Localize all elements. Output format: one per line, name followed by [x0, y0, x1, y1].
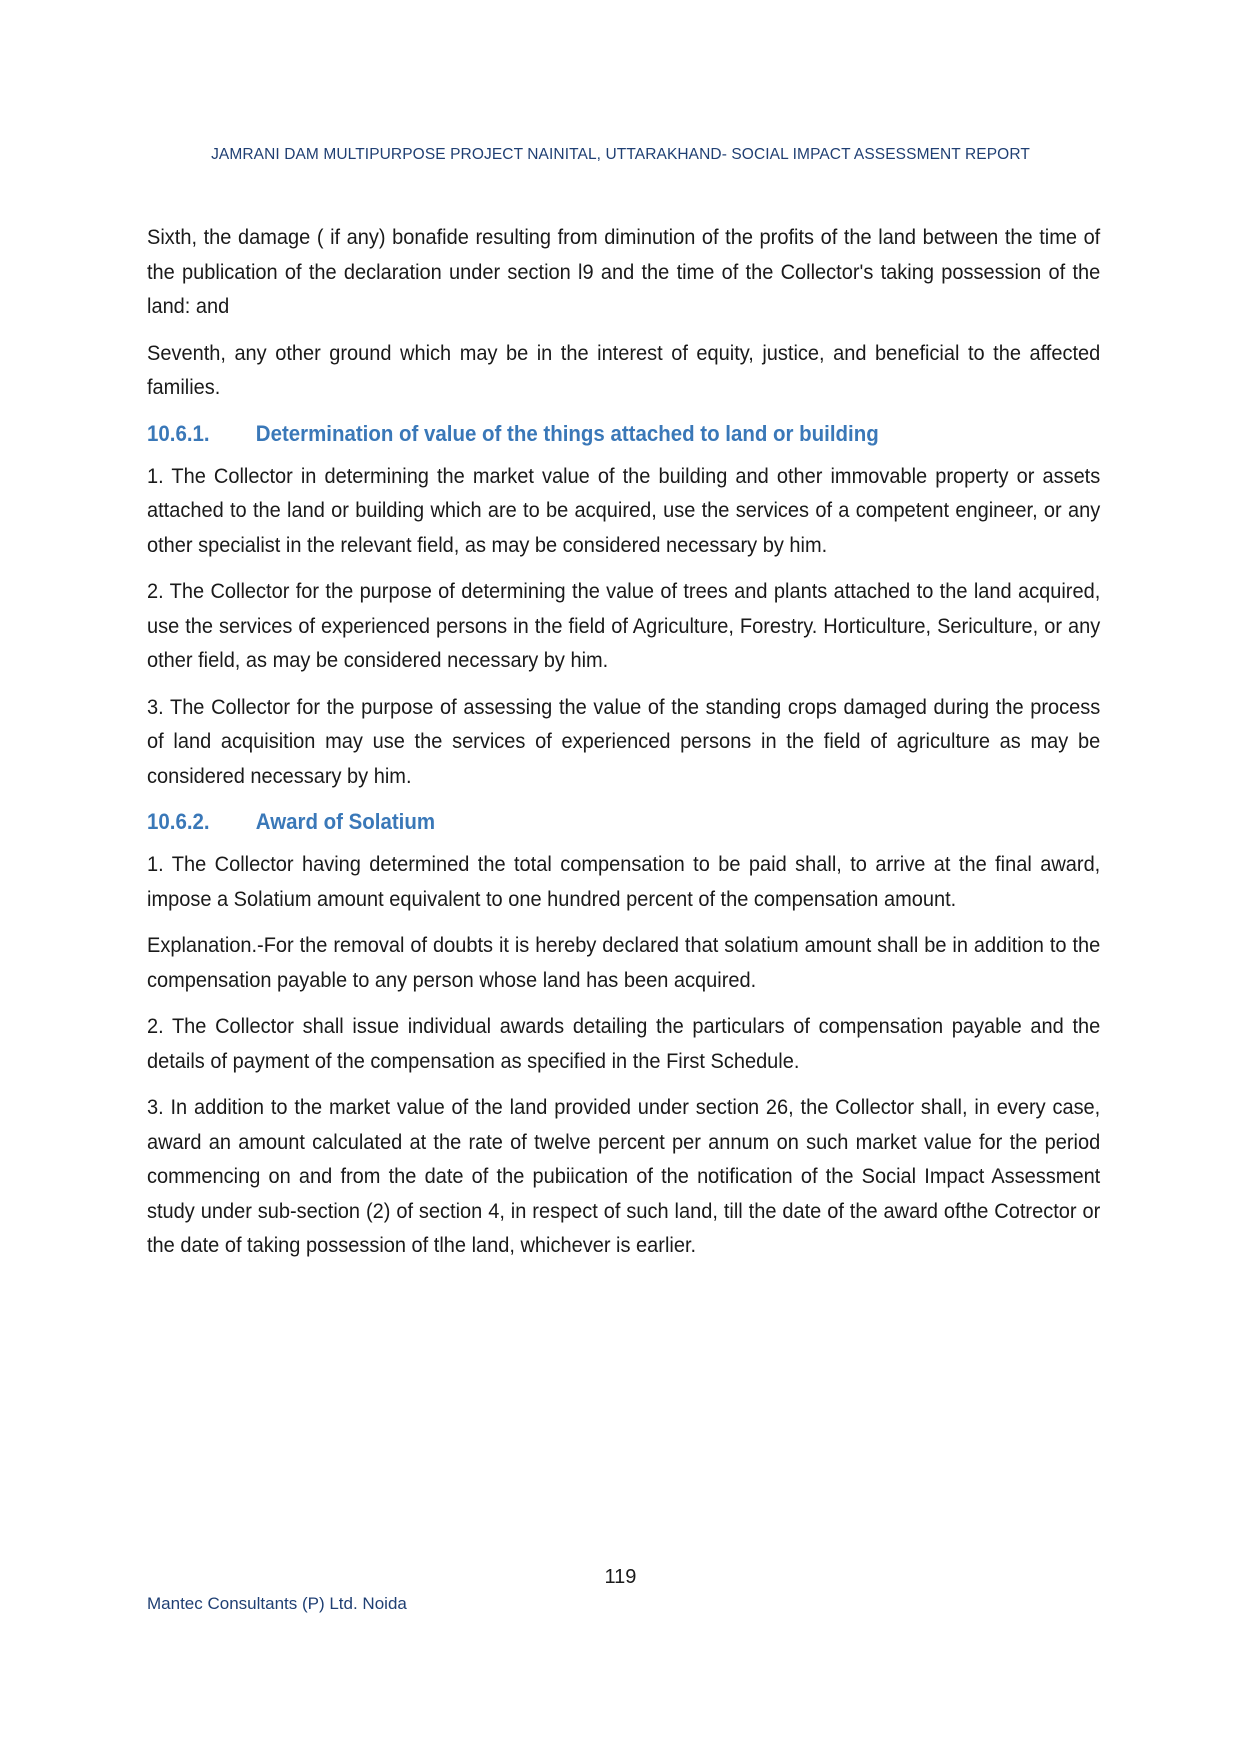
paragraph: 3. The Collector for the purpose of assessing the value of the standing crops damaged during the process of land acquisition may use the services of experienced persons in the field of agriculture as may be considered necessary by him. — [147, 694, 1101, 788]
paragraph: 3. In addition to the market value of the land provided under section 26, the Collector shall, in every case, award an amount calculated at the rate of twelve percent per annum on such market value for the period commencing on and from the date of the pubiication of the notification of the Social Impact Assessment study under sub-section (2) of section 4, in respect of such land, till the date of the award ofthe Cotrector or the date of taking possession of tlhe land, whichever is earlier. — [147, 1095, 1101, 1257]
paragraph: 1. The Collector having determined the total compensation to be paid shall, to arrive at the final award, impose a Solatium amount equivalent to one hundred percent of the compensation amount. — [147, 852, 1101, 911]
paragraph-seventh: Seventh, any other ground which may be in the interest of equity, justice, and beneficial to the affected families. — [147, 340, 1101, 399]
section-heading-10-6-1 — [147, 417, 1100, 451]
footer-company: Mantec Consultants (P) Ltd. Noida — [147, 1594, 407, 1613]
page-number: 119 — [604, 1566, 637, 1588]
paragraph: 2. The Collector for the purpose of determining the value of trees and plants attached to the land acquired, use the services of experienced persons in the field of Agriculture, Forestry. Horticulture, Sericulture, or any other field, as may be considered necessary by him. — [147, 579, 1101, 672]
section-heading-10-6-2 — [147, 805, 1100, 839]
section-number: 10.6.2. — [147, 809, 210, 834]
document-body — [147, 220, 1100, 1275]
paragraph-explanation: Explanation.-For the removal of doubts it is hereby declared that solatium amount shall be in addition to the compensation payable to any person whose land has been acquired. — [147, 933, 1101, 992]
section-title: Award of Solatium — [255, 809, 436, 834]
paragraph: 1. The Collector in determining the market value of the building and other immovable property or assets attached to the land or building which are to be acquired, use the services of a competent engineer, or any other specialist in the relevant field, as may be considered necessary by him. — [147, 463, 1101, 557]
page-header: JAMRANI DAM MULTIPURPOSE PROJECT NAINITAL, UTTARAKHAND- SOCIAL IMPACT ASSESSMENT REPORT — [211, 146, 1030, 163]
paragraph: 2. The Collector shall issue individual awards detailing the particulars of compensation payable and the details of payment of the compensation as specified in the First Schedule. — [147, 1014, 1101, 1073]
paragraph-sixth: Sixth, the damage ( if any) bonafide resulting from diminution of the profits of the land between the time of the publication of the declaration under section l9 and the time of the Collector's taking possession of the land: and — [147, 225, 1101, 318]
section-title: Determination of value of the things attached to land or building — [255, 420, 879, 446]
section-number: 10.6.1. — [147, 420, 210, 446]
